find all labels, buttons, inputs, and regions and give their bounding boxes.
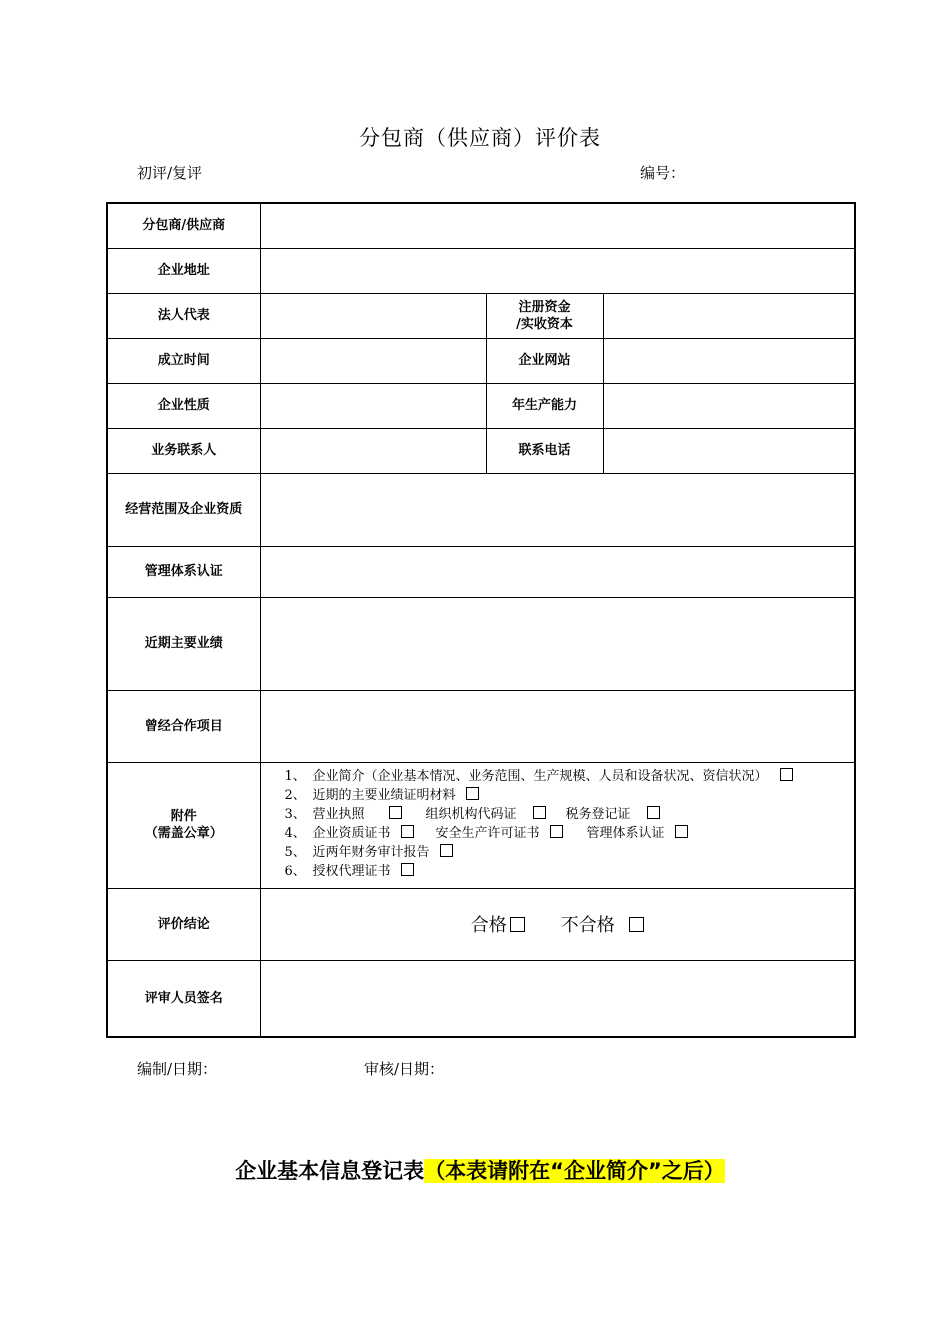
scope-label: 经营范围及企业资质 — [107, 473, 260, 546]
founded-label: 成立时间 — [107, 338, 260, 383]
attachment-label: 企业资质证书 — [312, 825, 391, 841]
performance-label: 近期主要业绩 — [107, 597, 260, 690]
attachment-number: 5、 — [284, 844, 306, 860]
attachment-label: 营业执照 — [312, 806, 365, 822]
supplier-field[interactable] — [260, 203, 855, 248]
mgmt-cert-field[interactable] — [260, 546, 855, 597]
form-title: 分包商（供应商）评价表 — [359, 126, 601, 150]
attachment-label: 安全生产许可证书 — [435, 825, 540, 841]
website-field[interactable] — [603, 338, 855, 383]
pass-checkbox-icon[interactable] — [510, 917, 525, 932]
conclusion-options — [260, 888, 855, 960]
attachment-label: 近期的主要业绩证明材料 — [312, 787, 456, 803]
checkbox-icon[interactable] — [780, 768, 793, 781]
pass-label: 合格 — [470, 915, 507, 936]
attachment-number: 4、 — [284, 825, 306, 841]
attachments-label-line1: 附件 — [170, 809, 197, 824]
fail-checkbox-icon[interactable] — [629, 917, 644, 932]
attachment-item-3 — [285, 805, 855, 824]
review-date-label: 审核/日期： — [364, 1060, 445, 1078]
projects-field[interactable] — [260, 690, 855, 762]
checkbox-icon[interactable] — [401, 825, 414, 838]
second-title-main: 企业基本信息登记表 — [235, 1159, 425, 1183]
second-title-highlight: （本表请附在“企业简介”之后） — [424, 1159, 725, 1183]
signature-label: 评审人员签名 — [107, 960, 260, 1037]
address-field[interactable] — [260, 248, 855, 293]
capacity-label: 年生产能力 — [486, 383, 603, 428]
attachments-label — [107, 762, 260, 888]
attachment-label: 管理体系认证 — [586, 825, 665, 841]
evaluation-table — [106, 202, 856, 1038]
attachment-item-5 — [285, 843, 855, 862]
capital-label-line2: /实收资本 — [516, 316, 573, 332]
contact-label: 业务联系人 — [107, 428, 260, 473]
scope-field[interactable] — [260, 473, 855, 546]
attachments-list — [261, 764, 855, 887]
checkbox-icon[interactable] — [466, 787, 479, 800]
checkbox-icon[interactable] — [533, 806, 546, 819]
attachment-label: 授权代理证书 — [312, 863, 391, 879]
attachment-item-2 — [285, 786, 855, 805]
phone-label: 联系电话 — [486, 428, 603, 473]
conclusion-label: 评价结论 — [107, 888, 260, 960]
attachment-label: 组织机构代码证 — [425, 806, 517, 822]
attachments-label-line2: （需盖公章） — [144, 826, 223, 841]
attachment-number: 6、 — [284, 863, 306, 879]
attachment-number: 2、 — [284, 787, 306, 803]
capital-label-line1: 注册资金 — [518, 299, 571, 315]
nature-field[interactable] — [260, 383, 486, 428]
checkbox-icon[interactable] — [389, 806, 402, 819]
fail-label: 不合格 — [560, 915, 615, 936]
capital-label — [486, 293, 603, 338]
attachment-item-6 — [285, 862, 855, 881]
checkbox-icon[interactable] — [647, 806, 660, 819]
phone-field[interactable] — [603, 428, 855, 473]
capital-field[interactable] — [603, 293, 855, 338]
website-label: 企业网站 — [486, 338, 603, 383]
second-form-title — [0, 1155, 950, 1185]
attachment-label: 近两年财务审计报告 — [312, 844, 430, 860]
compile-date-label: 编制/日期： — [137, 1060, 218, 1078]
address-label: 企业地址 — [107, 248, 260, 293]
projects-label: 曾经合作项目 — [107, 690, 260, 762]
number-label: 编号： — [640, 164, 686, 182]
contact-field[interactable] — [260, 428, 486, 473]
supplier-label: 分包商/供应商 — [107, 203, 260, 248]
checkbox-icon[interactable] — [401, 863, 414, 876]
checkbox-icon[interactable] — [440, 844, 453, 857]
review-type-label: 初评/复评 — [137, 164, 203, 182]
attachment-number: 1、 — [284, 768, 306, 784]
capacity-field[interactable] — [603, 383, 855, 428]
attachment-item-1 — [285, 767, 855, 786]
attachments-cell — [260, 762, 855, 888]
checkbox-icon[interactable] — [675, 825, 688, 838]
performance-field[interactable] — [260, 597, 855, 690]
attachment-label: 企业简介（企业基本情况、业务范围、生产规模、人员和设备状况、资信状况） — [312, 768, 768, 784]
founded-field[interactable] — [260, 338, 486, 383]
legal-rep-field[interactable] — [260, 293, 486, 338]
attachment-label: 税务登记证 — [565, 806, 631, 822]
legal-rep-label: 法人代表 — [107, 293, 260, 338]
checkbox-icon[interactable] — [550, 825, 563, 838]
signature-field[interactable] — [260, 960, 855, 1037]
mgmt-cert-label: 管理体系认证 — [107, 546, 260, 597]
nature-label: 企业性质 — [107, 383, 260, 428]
attachment-number: 3、 — [284, 806, 306, 822]
attachment-item-4 — [285, 824, 855, 843]
